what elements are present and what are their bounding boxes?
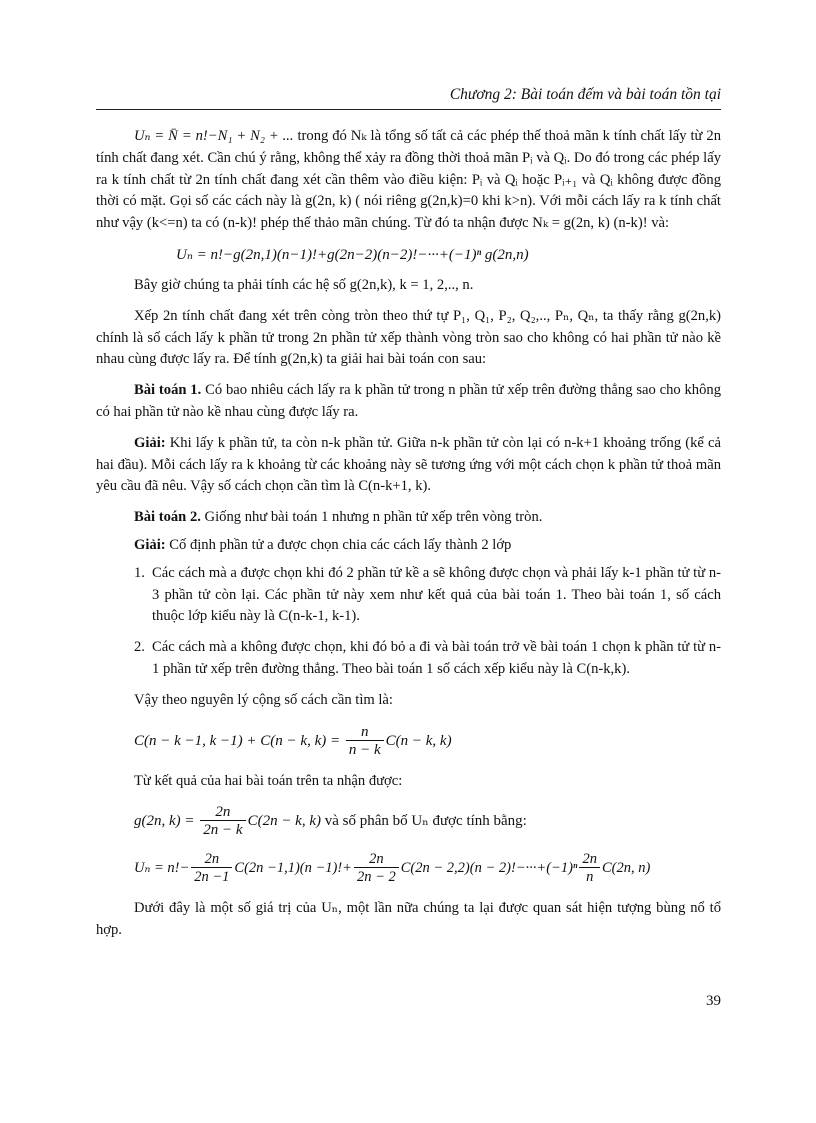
solution-2-label: Giải:: [134, 536, 166, 553]
chapter-header: Chương 2: Bài toán đếm và bài toán tồn tại: [449, 86, 721, 103]
paragraph-circle-arrangement: Xếp 2n tính chất đang xét trên còng tròn theo thứ tự P₁, Q₁, P₂, Q₂,.., Pₙ, Qₙ, ta thấy rằng g(2n,k) chính là số cách lấy k phần tử trong 2n phần tử xếp thành vòng tròn sao cho không có hai phần tử nào kề nhau cùng được lấy ra. Để tính g(2n,k) ta giải hai bài toán con sau:: [96, 307, 721, 368]
formula-sum-of-cases: [96, 724, 721, 759]
solution-1-text: Khi lấy k phần tử, ta còn n-k phần tử. Giữa n-k phần tử còn lại có n-k+1 khoảng trống (kể cả hai đầu). Mỗi cách lấy ra k khoảng từ các khoảng này sẽ tương ứng với một cách chọn k phần tử thoả mãn yêu cầu đã nêu. Vậy số cách chọn cần tìm là C(n-k+1, k).: [96, 434, 721, 495]
formula-un-inline: Uₙ = N̄ = n!−N₁ + N₂ + ...: [134, 128, 294, 144]
formula-un-final: [96, 851, 721, 886]
formula-sum-left: C(n − k −1, k −1) + C(n − k, k) =: [134, 732, 344, 749]
fraction-denominator: 2n − 2: [354, 867, 399, 886]
list-item: [96, 563, 721, 628]
problem-1-text: Có bao nhiêu cách lấy ra k phần tử trong n phần tử xếp trên đường thẳng sao cho không có hai phần tử nào kề nhau cùng được lấy ra.: [96, 382, 721, 420]
fraction-numerator: 2n: [204, 851, 220, 868]
header-divider: [96, 109, 721, 110]
paragraph-addition-principle: Vậy theo nguyên lý cộng số cách cần tìm là:: [134, 691, 393, 708]
fraction: [354, 851, 399, 886]
list-item-number: 1.: [134, 564, 145, 581]
formula-sum-right: C(n − k, k): [385, 732, 452, 749]
fraction: [191, 851, 232, 886]
fraction-denominator: 2n −1: [191, 867, 232, 886]
fraction-numerator: n: [361, 723, 369, 740]
paragraph-coefficients: Bây giờ chúng ta phải tính các hệ số g(2n,k), k = 1, 2,.., n.: [134, 276, 474, 293]
fraction: [200, 804, 245, 839]
problem-1-label: Bài toán 1.: [134, 382, 202, 399]
formula-un-part1: Uₙ = n!−: [134, 860, 190, 877]
formula-g-right: C(2n − k, k): [247, 813, 321, 830]
formula-g-tail: và số phân bố Uₙ được tính bằng:: [321, 813, 527, 830]
fraction-denominator: n: [579, 867, 600, 886]
fraction-denominator: 2n − k: [200, 820, 245, 839]
list-item-text: Các cách mà a được chọn khi đó 2 phần tử kề a sẽ không được chọn và phải lấy k-1 phần tử từ n-3 phần tử còn lại. Các phần tử này xem như kết quả của bài toán 1. Theo bài toán 1, số cách thuộc lớp kiểu này là C(n-k-1, k-1).: [152, 564, 721, 625]
paragraph-intro-text: trong đó Nₖ là tổng số tất cả các phép thế thoả mãn k tính chất lấy từ 2n tính chất đang xét. Cần chú ý rằng, không thể xảy ra đồng thời thoả mãn Pᵢ và Qᵢ. Do đó trong các phép lấy ra k tính chất từ 2n tính chất đang xét cần thêm vào điều kiện: Pᵢ và Qᵢ hoặc Pᵢ₊₁ và Qᵢ không được đồng thời có mặt. Gọi số các cách này là g(2n, k) ( nói riêng g(2n,k)=0 khi k>n). Với mỗi cách lấy ra k tính chất như vậy (k<=n) ta có (n-k)! phép thế thảo mãn chúng. Từ đó ta nhận được Nₖ = g(2n, k) (n-k)! và:: [96, 128, 721, 232]
formula-un-part3: C(2n − 2,2)(n − 2)!−···+(−1)ⁿ: [400, 860, 578, 877]
problem-1: [96, 380, 721, 424]
fraction-denominator: n − k: [346, 740, 384, 759]
solution-2: [96, 535, 721, 557]
solution-2-text: Cố định phần tử a được chọn chia các cách lấy thành 2 lớp: [165, 536, 512, 553]
formula-un-part4: C(2n, n): [601, 860, 651, 877]
problem-2-text: Giống như bài toán 1 nhưng n phần tử xếp trên vòng tròn.: [200, 509, 543, 526]
solution-1: [96, 433, 721, 498]
list-item: [96, 637, 721, 681]
paragraph-closing: Dưới đây là một số giá trị của Uₙ, một lần nữa chúng ta lại được quan sát hiện tượng bùng nổ tổ hợp.: [96, 900, 721, 939]
solution-1-label: Giải:: [134, 434, 166, 451]
paragraph-intro: [96, 126, 721, 235]
fraction: [579, 851, 600, 886]
problem-2-label: Bài toán 2.: [134, 509, 201, 526]
list-item-number: 2.: [134, 639, 145, 656]
fraction-numerator: 2n: [582, 851, 597, 868]
formula-un-expansion: Uₙ = n!−g(2n,1)(n−1)!+g(2n−2)(n−2)!−···+(−1)ⁿ g(2n,n): [176, 246, 529, 263]
page-body: [96, 126, 721, 942]
paragraph-result: Từ kết quả của hai bài toán trên ta nhận được:: [134, 772, 403, 789]
fraction-numerator: 2n: [369, 851, 384, 868]
formula-un-part2: C(2n −1,1)(n −1)!+: [234, 860, 352, 877]
list-item-text: Các cách mà a không được chọn, khi đó bỏ a đi và bài toán trở về bài toán 1 chọn k phần tử từ n-1 phần tử xếp trên đường thẳng. Theo bài toán 1 số cách xếp kiểu này là C(n-k,k).: [152, 639, 721, 677]
fraction-numerator: 2n: [215, 804, 231, 821]
fraction: [346, 724, 384, 759]
formula-g-left: g(2n, k) =: [134, 813, 199, 830]
problem-2: [96, 507, 721, 529]
formula-g-2n-k: [96, 804, 721, 839]
page-number: 39: [706, 993, 721, 1009]
